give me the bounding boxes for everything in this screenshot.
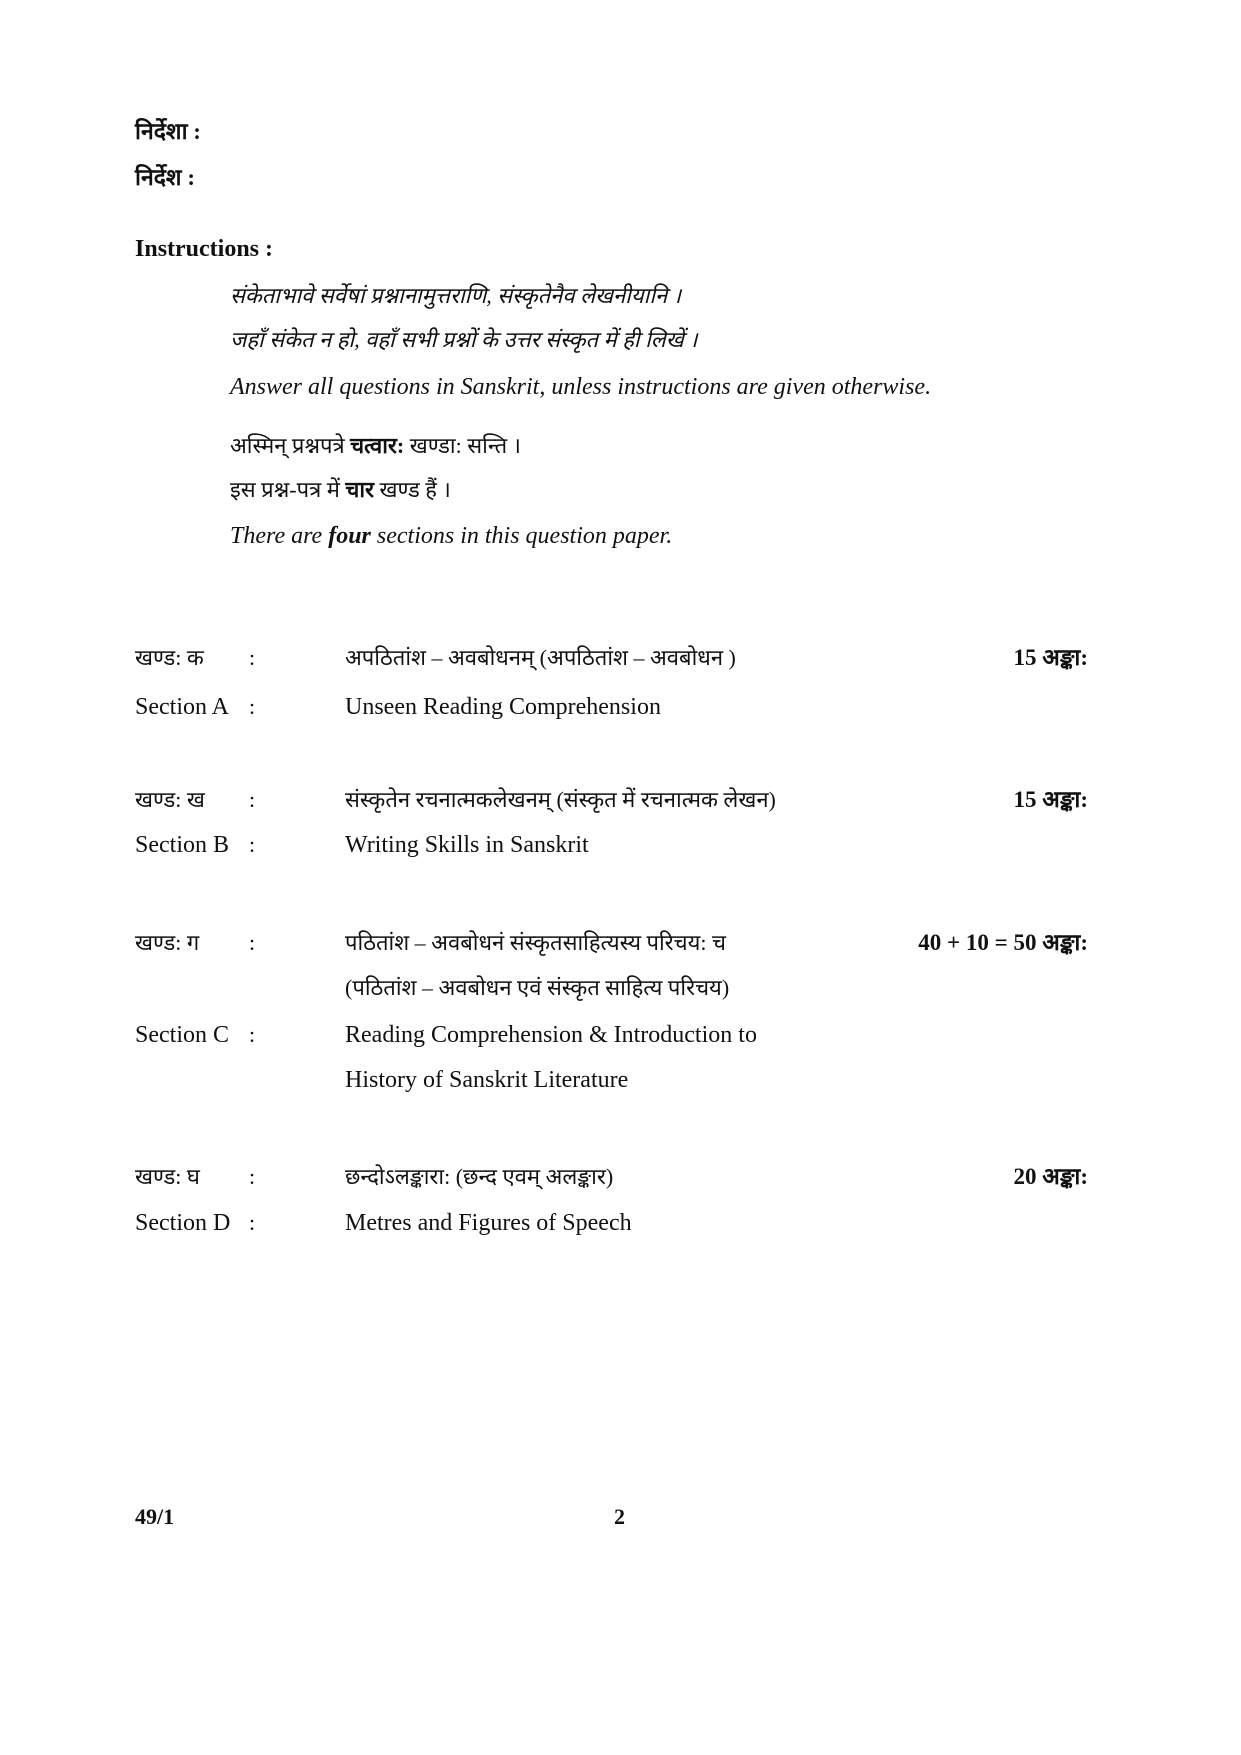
section-b-label-english: Section B [135, 832, 229, 858]
instruction-answer-hindi: जहाँ संकेत न हो, वहाँ सभी प्रश्नों के उत्तर संस्कृत में ही लिखें । [230, 327, 698, 352]
section-a-marks: 15 अङ्का: [1013, 645, 1088, 670]
section-b-title-sanskrit: संस्कृतेन रचनात्मकलेखनम् (संस्कृत में रचनात्मक लेखन) [345, 787, 776, 812]
instruction-sections-sanskrit-post: खण्डा: सन्ति । [404, 433, 521, 458]
instruction-sections-hindi [230, 476, 451, 504]
heading-sanskrit: निर्देशा : [135, 119, 201, 144]
instruction-sections-english-bold: four [328, 523, 371, 549]
heading-hindi: निर्देश : [135, 165, 195, 190]
section-a-label-sanskrit: खण्ड: क [135, 645, 204, 670]
section-a-title-english: Unseen Reading Comprehension [345, 694, 661, 720]
section-b-sanskrit-row [0, 784, 1241, 818]
instruction-sections-hindi-post: खण्ड हैं । [374, 477, 451, 502]
separator-colon: : [249, 832, 256, 857]
separator-colon: : [249, 1164, 256, 1189]
section-d-marks: 20 अङ्का: [1013, 1164, 1088, 1189]
instruction-sections-sanskrit-bold: चत्वार: [350, 433, 405, 458]
instruction-sections-english-pre: There are [230, 523, 329, 549]
instruction-sections-sanskrit [230, 432, 521, 460]
instruction-sections-english-post: sections in this question paper. [370, 523, 673, 549]
section-d-label-english: Section D [135, 1210, 231, 1236]
section-c-title-sanskrit-2: (पठितांश – अवबोधन एवं संस्कृत साहित्य परिचय) [345, 975, 730, 1000]
section-a-english-row [0, 691, 1241, 725]
section-c-label-sanskrit: खण्ड: ग [135, 930, 200, 955]
instruction-sections-english [230, 522, 672, 550]
section-c-marks: 40 + 10 = 50 अङ्का: [918, 930, 1088, 955]
instruction-sections-hindi-pre: इस प्रश्न-पत्र में [230, 477, 346, 502]
section-c-title-sanskrit: पठितांश – अवबोधनं संस्कृतसाहित्यस्य परिचय: च [345, 930, 726, 955]
separator-colon: : [249, 1210, 256, 1235]
separator-colon: : [249, 1022, 256, 1047]
section-c-english-row-2 [0, 1064, 1241, 1098]
section-a-title-sanskrit: अपठितांश – अवबोधनम् (अपठितांश – अवबोधन ) [345, 645, 736, 670]
instruction-answer-sanskrit: संकेताभावे सर्वेषां प्रश्नानामुत्तराणि, संस्कृतेनैव लेखनीयानि । [230, 283, 682, 308]
page-number: 2 [614, 1504, 625, 1529]
section-d-sanskrit-row [0, 1161, 1241, 1195]
instruction-sections-hindi-bold: चार [345, 477, 375, 502]
section-c-sanskrit-row [0, 927, 1241, 961]
section-d-english-row [0, 1207, 1241, 1241]
separator-colon: : [249, 930, 256, 955]
section-b-label-sanskrit: खण्ड: ख [135, 787, 205, 812]
section-c-sanskrit-row-2 [0, 972, 1241, 1006]
section-c-title-english: Reading Comprehension & Introduction to [345, 1022, 757, 1048]
section-c-english-row [0, 1019, 1241, 1053]
heading-english: Instructions : [135, 236, 274, 262]
section-d-title-english: Metres and Figures of Speech [345, 1210, 632, 1236]
section-a-sanskrit-row [0, 642, 1241, 676]
section-d-label-sanskrit: खण्ड: घ [135, 1164, 200, 1189]
section-d-title-sanskrit: छन्दोऽलङ्कारा: (छन्द एवम् अलङ्कार) [345, 1164, 614, 1189]
section-b-english-row [0, 829, 1241, 863]
separator-colon: : [249, 645, 256, 670]
instruction-answer-english: Answer all questions in Sanskrit, unless instructions are given otherwise. [230, 374, 932, 400]
section-c-title-english-2: History of Sanskrit Literature [345, 1067, 629, 1093]
section-b-title-english: Writing Skills in Sanskrit [345, 832, 589, 858]
section-c-label-english: Section C [135, 1022, 229, 1048]
separator-colon: : [249, 787, 256, 812]
separator-colon: : [249, 694, 256, 719]
paper-code: 49/1 [135, 1504, 175, 1529]
section-a-label-english: Section A [135, 694, 229, 720]
instruction-sections-sanskrit-pre: अस्मिन् प्रश्नपत्रे [230, 433, 351, 458]
section-b-marks: 15 अङ्का: [1013, 787, 1088, 812]
